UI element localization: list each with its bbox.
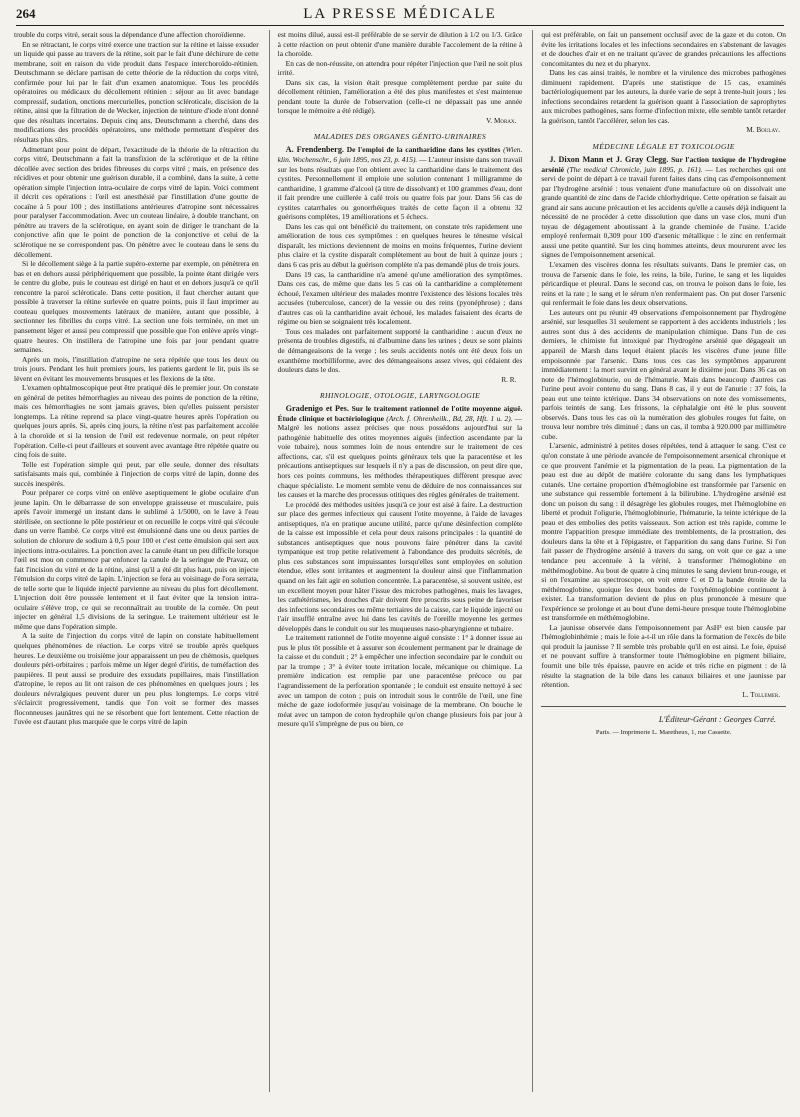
paragraph: Les auteurs ont pu réunir 49 observations d'empoisonnement par l'hydrogène arsénié, sur lesquelles 31 seulement se rapportent à des accidents industriels ; les autres sont dus à des accidents de manipulation chimique. Dans l'un de ces derniers, le chimiste fut intoxiqué par l'hydrogène arsénié que dégageait un appareil de Marsh dans lequel étaient placés les viscères d'une jeune fille empoisonnée par l'arsenic. Dans tous ces cas les symptômes apparurent immédiatement : la mort survint en général avant le dixième jour. Dans 36 cas on note de l'hémoglobinurie, ou de l'hématurie. Mais dans beaucoup d'autres cas l'urine peut avoir contenu du sang. Dans 8 cas, il y eut de l'anurie : 37 fois, la peau eut une teinte ictérique. Dans 34 observations on note des vomissements, parfois teintés de sang. Les frissons, la céphalalgie ont été le plus souvent observés. Dans tous les cas où la numération des globules rouges fut faite, on trouva leur nombre très diminué ; dans un cas, il tomba à 920.000 par millimètre cube. bbox=[541, 307, 787, 441]
paragraph: Dans six cas, la vision était presque complètement perdue par suite du décollement rétinien, l'amélioration a été des plus manifestes et s'est maintenue pendant toute la durée de l'observation (celle-ci ne dépassait pas une année lorsque le mémoire a été rédigé). bbox=[277, 77, 523, 116]
article-source: (Wien. klin. Wochenschr., 6 juin 1895, nos 23, p. 415). bbox=[277, 145, 523, 165]
paragraph: est moins dilué, aussi est-il préférable de se servir de dilution à 1/2 ou 1/3. Grâce à cette réaction on peut obtenir d'une manière durable l'accolement de la rétine à la choroïde. bbox=[277, 30, 523, 59]
paragraph: Si le décollement siège à la partie supéro-externe par exemple, on pénètrera en bas et en dehors aussi périphériquement que possible, la pointe étant dirigée vers le centre du globe, puis le couteau est dirigé en haut et en dehors jusqu'à ce qu'il rencontre la paroi scléroticale. Dans cette position, il faut chercher autant que possible à traverser la rétine surlevée en quatre points, puis il faut imprimer au couteau quelques mouvements latéraux de manière, autant que possible, à sectionner les fibrilles du corps vitré. La section une fois terminée, on met un pansement léger et aussi peu compressif que possible que l'on enlève après vingt-quatre heures. On instillera de l'atropine une fois par jour pendant quatre semaines. bbox=[14, 259, 259, 355]
column-2 bbox=[269, 30, 523, 1092]
column-3 bbox=[532, 30, 786, 1092]
section-heading: MÉDECINE LÉGALE ET TOXICOLOGIE bbox=[592, 142, 735, 152]
paragraph: La jaunisse observée dans l'empoisonnement par AsH³ est bien causée par l'hémoglobinhémie ; mais le foie a-t-il un rôle dans la formation de l'excès de bile qui produit la jaunisse ? Il semble très probable qu'il en est ainsi. Le foie, épuisé et ne pouvant suffire à transformer toute l'hémoglobine en pigment biliaire, fournit une bile très épaisse, pauvre en acide et très riche en pigment : de là résulte la stagnation de la bile dans les canaux biliaires et une jaunisse par rétention. bbox=[541, 622, 787, 690]
article-author: J. Dixon Mann et J. Gray Clegg. bbox=[549, 155, 669, 165]
author-signature: R. R. bbox=[501, 375, 517, 384]
journal-title: LA PRESSE MÉDICALE bbox=[303, 6, 497, 22]
paragraph: qui est préférable, on fait un pansement occlusif avec de la gaze et du coton. On évite les irritations locales et les infections secondaires en s'abstenant de lavages et de douches d'air et en ne traitant qu'avec de grandes précautions les affections concomitantes du nez et du pharynx. bbox=[541, 30, 787, 68]
article-source: (Arch. f. Ohrenheilk., Bd, 28, Hft. 1 u. 2). bbox=[386, 413, 513, 423]
article-title: Sur le traitement rationnel de l'otite moyenne aiguë. Étude clinique et bactériologique bbox=[277, 404, 523, 423]
article-body: — L'auteur insiste dans son travail sur les bons résultats que l'on obtient avec la cantharidine dans le traitement des cystites. Personnellement il emploie une solution contenant 1 milligramme de cantharidine, 1 gramme d'alcool (à titre de dissolvant) et 100 grammes d'eau, dont il fait prendre une cuillerée à café trois ou quatre fois par jour. Dans 56 cas de cystites catarrhales ou gonorrhéiques traités de cette façon il a obtenu 32 guérisons complètes, 19 améliorations et 5 échecs. bbox=[277, 155, 523, 222]
column-1 bbox=[14, 30, 259, 1092]
paragraph: Le traitement rationnel de l'otite moyenne aiguë consiste : 1° à donner issue au pus le plus tôt possible et à assurer son écoulement permanent par le drainage de la caisse et du conduit ; 2° à empêcher une infection secondaire par le conduit ou par la trompe ; 3° à éviter toute irritation locale, mécanique ou chimique. La première indication est remplie par une paracentèse précoce ou par l'agrandissement de la perforation spontanée ; le conduit est ensuite nettoyé à sec avec un tampon de coton ; puis on introduit sous le contrôle de l'œil, une fine mèche de gaze iodoformée jusqu'au voisinage de la membrane. On bouche le méat avec un tampon de coton hydrophile qu'on change plusieurs fois par jour à mesure qu'il s'imprègne de pus ou bien, ce bbox=[277, 633, 523, 729]
paragraph: L'arsenic, administré à petites doses répétées, tend à attaquer le sang. C'est ce qu'on constate à une période avancée de l'empoisonnement arsenical chronique et ce que prouvent l'anémie et la pigmentation de la peau. La pigmentation de la peau est due au dépôt de matière colorante du sang dans les lymphatiques cutanés. Une certaine proportion d'hémoglobine est transformée par l'arsenic en une substance qui ressemble fortement à la bilirubine. L'hydrogène arsénié est donc un poison du sang : il désagrège les globules rouges, met l'hémoglobine en liberté et produit l'oligurie, l'hémoglobinurie, l'hématurie, la teinte ictérique de la peau et des embolies des petits vaisseaux. Son action est très rapide, comme le montre l'apparition presque immédiate des tremblements, de la prostration, des douleurs dans la tête et à l'épigastre, et l'apparition du sang dans l'urine. Si l'on fait passer de l'hydrogène arsénié à travers du sang, on voit que ce gaz a une tendance peu accentuée à la vérité, à transformer l'hémoglobine en méthémoglobine. Au bout de quatre à cinq minutes le sang devient brun-rouge, et si on l'examine au spectroscope, on voit entre C et D la bande étroite de la méthémoglobine, quoique les deux bandes de l'oxyhémoglobine continuent à exister. La transformation devient de plus en plus prononcée à mesure que l'expérience se prolonge et au bout d'une demi-heure presque toute l'hémoglobine est transformée en méthémoglobine. bbox=[541, 441, 787, 623]
article-abstract bbox=[541, 155, 786, 260]
paragraph: A la suite de l'injection du corps vitré de lapin on constate habituellement quelques phénomènes de réaction. Le corps vitré se trouble après quelques heures. Le deuxième ou troisième jour apparaissent un peu de chémosis, quelques douleurs péri-orbitaires ; parfois même un léger degré d'iritis, de tuméfaction des paupières. Il peut aussi se produire des exsudats pupillaires, mais l'instillation d'atropine, le repos au lit ont raison de ces phénomènes en quelques jours ; les douleurs névralgiques peuvent durer un peu plus longtemps. Le corps vitré s'éclaircit progressivement, tandis que l'on voit se former des masses floconneuses jaunâtres qui ne se résorbent que fort lentement. Cette réaction de l'uvée est d'autant plus marquée que le corps vitré de lapin bbox=[14, 631, 259, 727]
article-title: Sur l'action toxique de l'hydrogène arsénié bbox=[541, 155, 787, 174]
paragraph: Dans 19 cas, la cantharidine n'a amené qu'une amélioration des symptômes. Dans ces cas, de même que dans les 5 cas où la cantharidine a complètement échoué, l'examen ultérieur des malades montre l'existence des lésions locales très accusées (tuberculose, cancer) de la vessie ou des reins (pyonéphrose) ; dans d'autres cas où la cantharidine avait échoué, les malades faisaient des écarts de régime ou bien se soignaient très localement. bbox=[277, 269, 523, 327]
article-body: — Les recherches qui ont servi de point de départ à ce travail furent faites dans cinq cas d'empoisonnement par l'hydrogène arsénié : tous venaient d'une manufacture où on dissolvait une grande quantité de zinc dans de l'acide chlorhydrique. Cette opération se faisait au grand air sans aucune précaution et les accidents qu'elle a causés déjà indiquent la nécessité de ne procéder à cette dissolution que dans un vase clos, muni d'un tuyau de dégagement aboutissant à la grande cheminée de l'usine. L'acide employé renfermait 0,309 pour 100 d'arsenic métallique : le zinc en renfermait aussi une petite quantité. Sur les cinq hommes atteints, deux moururent avec les signes de l'empoisonnement arsenical. bbox=[541, 164, 787, 260]
paragraph: L'examen des viscères donna les résultats suivants. Dans le premier cas, on trouva de l'arsenic dans le foie, les reins, la bile, l'urine, le sang et les liquides péricardique et pleural. Dans le second cas, on trouva le poison dans le foie, les reins et la rate ; le sang et le sérum n'en renfermaient pas. On put doser l'arsenic qui renfermait le foie dans les deux observations. bbox=[541, 260, 787, 308]
article-body: — Malgré les notions assez précises que nous possédons aujourd'hui sur la pathogénie habituelle des otites moyennes aiguës (infection ascendante par la voie tubaire), nous sommes loin de nous entendre sur le traitement de ces affections, car, s'il est quelques points généraux tels que la paracentèse et les précautions antiseptiques sur lesquels il n'y a pas de discussion, on peut dire que, hors ces points communs, les méthodes thérapeutiques diffèrent presque avec chaque spécialiste. Le moment semble venu de déduire de nos connaissances sur les causes et la marche des processus otitiques des règles générales de traitement. bbox=[277, 413, 523, 500]
page-number: 264 bbox=[16, 6, 36, 21]
section-heading: RHINOLOGIE, OTOLOGIE, LARYNGOLOGIE bbox=[319, 391, 481, 401]
article-author: Gradenigo et Pes. bbox=[285, 404, 349, 414]
text-columns bbox=[14, 30, 786, 1092]
paragraph: En se rétractant, le corps vitré exerce une traction sur la rétine et laisse exsuder un liquide qui passe au travers de la rétine, soit par le fait d'une déchirure de cette membrane, soit en raison du vide produit dans l'espace interchoroïdo-rétinien. Deutschmann se déclare partisan de cette théorie de la réduction du corps vitré, confirmée pour lui par le fait d'un examen anatomique. Tous les procédés opératoires ou médicaux du décollement rétinien : séjour au lit avec bandage compressif, sudation, onctions mercurielles, ponction scléroticale, discision de la rétine, ainsi que la filtration de de Wecker, injection de teinture d'iode n'ont donné que des résultats incertains. Depuis cinq ans, Deutschmann a cherché, dans des modifications des procédés opératoires, une méthode permettant d'espérer des résultats plus sûrs. bbox=[14, 39, 259, 145]
printer-credit: Paris. — Imprimerie L. Maretheux, 1, rue Cassette. bbox=[595, 728, 732, 736]
paragraph: Dans les cas qui ont bénéficié du traitement, on constate très rapidement une amélioration de tous ces symptômes : en quelques heures le ténesme vésical disparaît, les mictions deviennent de moins en moins fréquentes, l'urine devient plus claire et la cystite disparaît complètement au bout de huit à quinze jours ; dans 6 cas pris au début la guérison complète n'a pas demandé plus de trois jours. bbox=[277, 221, 523, 270]
article-author: A. Frendenberg. bbox=[285, 145, 344, 155]
article-source: (The medical Chronicle, juin 1895, p. 161). bbox=[567, 164, 703, 174]
paragraph: Le procédé des méthodes usitées jusqu'à ce jour est aisé à faire. La destruction sur place des germes infectieux qui causent l'otite moyenne, à l'aide de lavages antiseptiques, n'a en pratique aucune utilité, parce qu'une désinfection complète de la caisse est impossible et cela pour deux raisons principales : la quantité de substances antiseptiques que nous pouvons faire pénétrer dans la cavité tympanique est trop petite relativement à l'abondance des produits sécrétés, de plus ces substances sont impuissantes lorsqu'elles sont employées en solution étendue, elles sont irritantes et augmentent la douleur ainsi que l'inflammation quand on les fait agir en solution concentrée. La paracentèse, si souvent usitée, est un excellent moyen pour hâter l'issue des microbes pathogènes, mais les lavages, les cathétérismes, les douches d'air doivent être proscrits sous peine de favoriser des infections secondaires ou même tertiaires de la caisse, car le liquide injecté ou l'air insufflé entraîne avec lui dans les cavités de l'oreille moyenne les germes développés dans le conduit ou sur les muqueuses naso-pharyngienne et tubaire. bbox=[277, 499, 523, 633]
author-signature: V. Morax. bbox=[486, 116, 517, 125]
running-head bbox=[16, 6, 784, 26]
article-abstract bbox=[278, 145, 523, 221]
paragraph: En cas de non-réussite, on attendra pour répéter l'injection que l'œil ne soit plus irrité. bbox=[277, 58, 523, 78]
section-heading: MALADIES DES ORGANES GÉNITO-URINAIRES bbox=[313, 132, 487, 142]
paragraph: Telle est l'opération simple qui peut, par elle seule, donner des résultats satisfaisants mais qui, combinée à l'injection de corps vitré de lapin, donne des succès inespérés. bbox=[14, 459, 259, 488]
paragraph: Pour préparer ce corps vitré on enlève aseptiquement le globe oculaire d'un jeune lapin. On le débarrasse de son enveloppe graisseuse et musculaire, puis après l'avoir immergé un instant dans le sublimé à 1/5000, on le lave à l'eau stérilisée, on sectionne le pôle postérieur et on recueille le corps vitré qui s'écoule dans un verre flambé. Ce corps vitré est émulsionné dans une ou deux parties de solution de chlorure de sodium à 0,5 pour 100 et c'est cette émulsion qui sert aux injections intra-oculaires. La ponction avec la canule étant un peu difficile lorsque l'œil est mou on commence par enfoncer la canule de la seringue de Pravaz, on fait l'incision du vitré et de la rétine, ainsi qu'il a été dit plus haut, puis on injecte l'émulsion du corps vitré de lapin. L'injection se fera au voisinage de l'ora serrata, de telle sorte que le liquide injecté parvienne au niveau du plus fort décollement. L'injection doit être poussée lentement et il faut éviter que la tension intra-oculaire s'élève trop, ce qui se reconnaîtrait au trouble de la cornée. On peut injecter en général 1,5 divisions de la seringue. Le traitement ultérieur est le même que dans l'opération simple. bbox=[14, 488, 259, 631]
article-abstract bbox=[278, 404, 523, 499]
article-title: De l'emploi de la cantharidine dans les cystites bbox=[346, 145, 501, 155]
paragraph: Dans les cas ainsi traités, le nombre et la virulence des microbes pathogènes diminuent rapidement. D'après une statistique de 15 cas, examinés bactériologiquement par les auteurs, la durée varie de sept à trente-huit jours ; les infections secondaires retardent la guérison quant à l'association de saprophytes aux microbes pathogènes, sans forme d'infection mixte, elle semble tantôt retarder la guérison, tantôt l'accélérer, selon les cas. bbox=[541, 68, 787, 125]
author-signature: M. Boulay. bbox=[746, 126, 781, 135]
paragraph: trouble du corps vitré, serait sous la dépendance d'une affection choroïdienne. bbox=[14, 30, 246, 39]
paragraph: L'examen ophtalmoscopique peut être pratiqué dès le premier jour. On constate en général de petites hémorrhagies au niveau des points de ponction de la rétine, mais ces hémorrhagies ne sont jamais graves, bien qu'elles puissent persister longtemps. La rétine reprend sa place vingt-quatre heures après l'opération ou quelques jours après. Si, après cinq jours, la rétine n'est pas parfaitement accolée à la choroïde et si la tension de l'œil est redevenue normale, on peut répéter l'opération. Celle-ci peut d'ailleurs et souvent avec avantage être répétée quatre ou cinq fois de suite. bbox=[14, 383, 259, 460]
paragraph: Tous ces malades ont parfaitement supporté la cantharidine : aucun d'eux ne présenta de troubles digestifs, ni d'albumine dans les urines ; deux se sont plaints de démangeaisons de la verge ; les seuls accidents notés ont été deux fois un exanthème morbilliforme, avec des démangeaisons assez vives, qui cédaient des douleurs dans le dos. bbox=[277, 326, 523, 375]
author-signature: L. Tollemer. bbox=[742, 690, 781, 699]
editor-credit: L'Éditeur-Gérant : Georges Carré. bbox=[658, 715, 777, 725]
paragraph: Après un mois, l'instillation d'atropine ne sera répétée que tous les deux ou trois jours. Pendant les huit premiers jours, les patients gardent le lit, puis ils se lèvent en évitant les mouvements brusques et les flexions de la tête. bbox=[14, 354, 259, 383]
paragraph: Admettant pour point de départ, l'exactitude de la théorie de la rétraction du corps vitré, Deutschmann a fait la transfixion de la sclérotique et de la rétine décollée avec section des brides fibreuses du corps vitré ; mais, en présence des récidives et pour obtenir une guérison durable, il a combiné, dans la suite, à cette opération simple l'injection intra-oculaire de corps vitré de lapin. Voici comment il décrit ces opérations : l'œil est anesthésié par l'instillation d'une goutte de cocaïne à 5 pour 100 ; des instillations antérieures d'atropine sont nécessaires pour paralyser l'accommodation. Avec un couteau linéaire, à double tranchant, on pénètre au travers de la sclérotique, en ayant soin de diriger le tranchant de la conjonctive afin que le point de ponction de la conjonctive et celui de la sclérotique ne se correspondent pas. On pénètre avec le couteau dans le sens du décollement. bbox=[14, 144, 259, 259]
footer-rule bbox=[541, 706, 786, 707]
